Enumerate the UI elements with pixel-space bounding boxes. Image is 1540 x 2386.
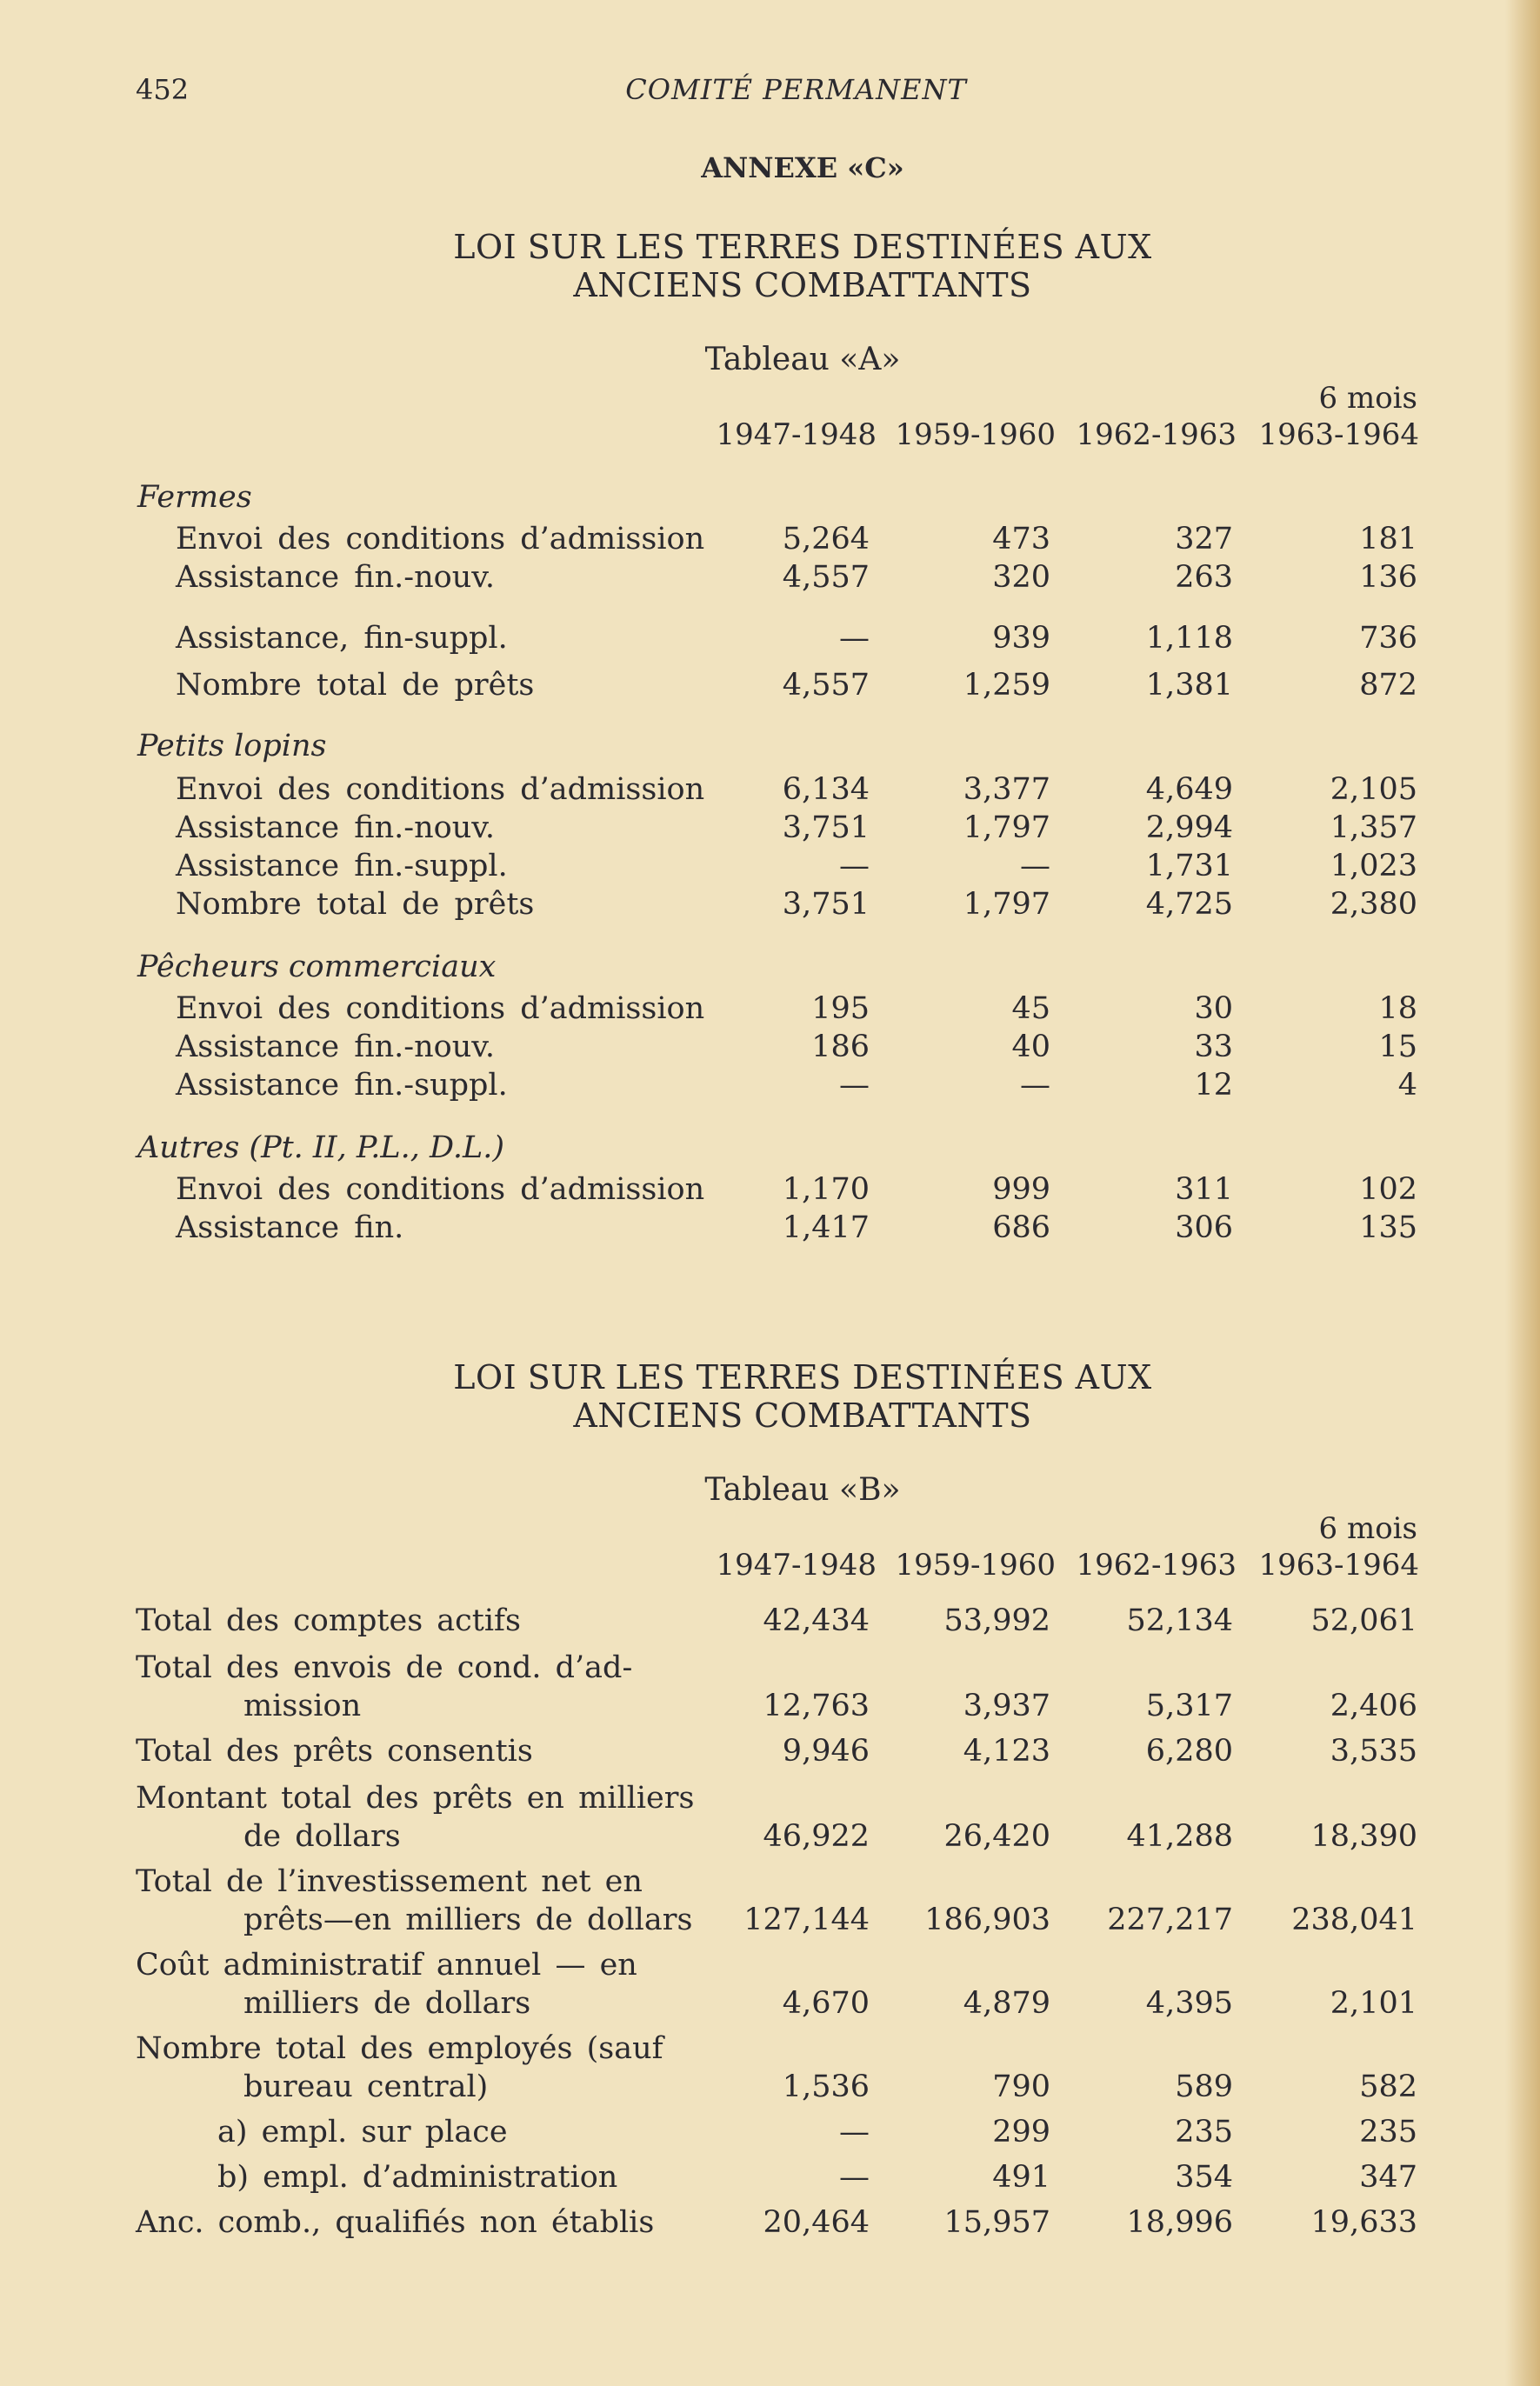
row-label: Assistance fin.-nouv. (176, 1030, 496, 1064)
row-label: Assistance, fin-suppl. (176, 621, 508, 656)
table-row (0, 1602, 1540, 1640)
cell-value: 4,725 (1145, 887, 1233, 922)
cell-value: 4,395 (1145, 1986, 1233, 2021)
cell-value: 4,670 (782, 1986, 870, 2021)
table-row (0, 1028, 1540, 1066)
cell-value: 46,922 (763, 1819, 870, 1854)
cell-value: 354 (1175, 2160, 1233, 2195)
column-header: 1947-1948 (716, 417, 877, 452)
column-header: 1963-1964 (1258, 417, 1419, 452)
table-row (0, 1946, 1540, 1984)
group-heading (0, 727, 1540, 765)
table-row-continuation (0, 1817, 1540, 1856)
table-row (0, 666, 1540, 704)
cell-value: 42,434 (763, 1603, 870, 1638)
cell-value: 40 (1011, 1030, 1050, 1064)
column-header: 1962-1963 (1076, 1548, 1237, 1583)
table-row (0, 770, 1540, 809)
running-title: COMITÉ PERMANENT (625, 73, 967, 106)
row-label-continuation: de dollars (243, 1819, 401, 1854)
cell-value: 327 (1175, 522, 1233, 557)
cell-value: 235 (1359, 2115, 1417, 2149)
table-row (0, 2158, 1540, 2196)
cell-value: 186,903 (924, 1903, 1050, 1937)
table-row (0, 2029, 1540, 2068)
cell-value: 4,879 (963, 1986, 1050, 2021)
cell-value: 18,996 (1126, 2205, 1233, 2240)
cell-value: 320 (992, 560, 1050, 595)
table-a-label: Tableau «A» (704, 342, 901, 377)
group-title: Fermes (137, 480, 252, 515)
row-label: Coût administratif annuel — en (136, 1948, 637, 1983)
cell-value: 999 (992, 1172, 1050, 1207)
row-label: Total des comptes actifs (136, 1603, 521, 1638)
cell-value: 2,994 (1145, 810, 1233, 845)
column-header: 1963-1964 (1258, 1548, 1419, 1583)
row-label: Total des prêts consentis (136, 1734, 533, 1769)
row-label: Total de l’investissement net en (136, 1864, 643, 1899)
cell-value: 6,134 (782, 772, 870, 807)
cell-value: 1,797 (963, 887, 1050, 922)
cell-value: 30 (1194, 991, 1233, 1026)
table-row (0, 1863, 1540, 1901)
cell-value: 939 (992, 621, 1050, 656)
column-header: 6 mois (1318, 1511, 1417, 1546)
table-row (0, 990, 1540, 1028)
cell-value: 195 (811, 991, 870, 1026)
cell-value: 491 (992, 2160, 1050, 2195)
cell-value: 33 (1194, 1030, 1233, 1064)
cell-value: — (839, 2115, 870, 2149)
cell-value: 12,763 (763, 1689, 870, 1723)
cell-value: 135 (1359, 1210, 1417, 1245)
row-label: Nombre total de prêts (176, 668, 535, 703)
cell-value: 5,264 (782, 522, 870, 557)
row-label: Envoi des conditions d’admission (176, 522, 705, 557)
table-row (0, 520, 1540, 558)
cell-value: 1,536 (782, 2069, 870, 2104)
row-label: Montant total des prêts en milliers (136, 1781, 695, 1816)
cell-value: 582 (1359, 2069, 1417, 2104)
table-b-title-line2: ANCIENS COMBATTANTS (573, 1396, 1032, 1435)
row-label: Assistance fin.-nouv. (176, 560, 496, 595)
cell-value: 2,406 (1330, 1689, 1417, 1723)
table-row (0, 809, 1540, 847)
row-label: Assistance fin.-suppl. (176, 849, 508, 883)
cell-value: 102 (1359, 1172, 1417, 1207)
cell-value: 4,557 (782, 668, 870, 703)
cell-value: 9,946 (782, 1734, 870, 1769)
cell-value: — (1020, 1068, 1050, 1103)
cell-value: 18 (1378, 991, 1417, 1026)
table-b-label: Tableau «B» (704, 1472, 901, 1508)
row-label: Assistance fin.-nouv. (176, 810, 496, 845)
row-label-continuation: bureau central) (243, 2069, 489, 2104)
cell-value: 181 (1359, 522, 1417, 557)
cell-value: 45 (1011, 991, 1050, 1026)
table-row (0, 885, 1540, 923)
cell-value: 4,557 (782, 560, 870, 595)
cell-value: 15 (1378, 1030, 1417, 1064)
column-header: 6 mois (1318, 381, 1417, 416)
group-heading (0, 948, 1540, 986)
table-row (0, 1649, 1540, 1687)
table-row (0, 1170, 1540, 1209)
cell-value: 235 (1175, 2115, 1233, 2149)
annex-title: ANNEXE «C» (701, 151, 904, 184)
table-b-title (0, 1358, 1540, 1435)
cell-value: 3,377 (963, 772, 1050, 807)
cell-value: 686 (992, 1210, 1050, 1245)
cell-value: 6,280 (1145, 1734, 1233, 1769)
cell-value: 53,992 (943, 1603, 1050, 1638)
table-row-continuation (0, 1984, 1540, 2023)
cell-value: 41,288 (1126, 1819, 1233, 1854)
cell-value: 52,061 (1310, 1603, 1417, 1638)
table-row (0, 847, 1540, 885)
cell-value: 20,464 (763, 2205, 870, 2240)
cell-value: 1,731 (1145, 849, 1233, 883)
row-label: Envoi des conditions d’admission (176, 991, 705, 1026)
cell-value: — (839, 2160, 870, 2195)
column-header: 1947-1948 (716, 1548, 877, 1583)
table-row-continuation (0, 1901, 1540, 1939)
cell-value: 1,118 (1145, 621, 1233, 656)
row-label: Envoi des conditions d’admission (176, 1172, 705, 1207)
page-number: 452 (136, 73, 190, 106)
table-row (0, 2113, 1540, 2151)
cell-value: 347 (1359, 2160, 1417, 2195)
cell-value: 1,357 (1330, 810, 1417, 845)
group-title: Pêcheurs commerciaux (137, 950, 497, 984)
cell-value: 736 (1359, 621, 1417, 656)
cell-value: 52,134 (1126, 1603, 1233, 1638)
cell-value: 4,123 (963, 1734, 1050, 1769)
cell-value: 15,957 (943, 2205, 1050, 2240)
cell-value: 1,417 (782, 1210, 870, 1245)
cell-value: 1,797 (963, 810, 1050, 845)
row-label-continuation: mission (243, 1689, 362, 1723)
cell-value: 2,105 (1330, 772, 1417, 807)
cell-value: — (839, 1068, 870, 1103)
cell-value: 473 (992, 522, 1050, 557)
table-row (0, 1066, 1540, 1104)
cell-value: — (839, 849, 870, 883)
column-header: 1959-1960 (895, 1548, 1056, 1583)
column-header: 1959-1960 (895, 417, 1056, 452)
row-label: Envoi des conditions d’admission (176, 772, 705, 807)
table-row (0, 558, 1540, 596)
cell-value: 4,649 (1145, 772, 1233, 807)
cell-value: — (839, 621, 870, 656)
table-b-title-line1: LOI SUR LES TERRES DESTINÉES AUX (453, 1358, 1152, 1396)
row-label: Assistance fin.-suppl. (176, 1068, 508, 1103)
cell-value: 3,751 (782, 810, 870, 845)
cell-value: 1,170 (782, 1172, 870, 1207)
row-label: Anc. comb., qualifiés non établis (136, 2205, 655, 2240)
table-row (0, 619, 1540, 657)
cell-value: 3,937 (963, 1689, 1050, 1723)
cell-value: 872 (1359, 668, 1417, 703)
cell-value: 790 (992, 2069, 1050, 2104)
group-title: Autres (Pt. II, P.L., D.L.) (137, 1130, 504, 1165)
cell-value: 1,259 (963, 668, 1050, 703)
group-heading (0, 478, 1540, 517)
row-label-continuation: prêts—en milliers de dollars (243, 1903, 693, 1937)
cell-value: 136 (1359, 560, 1417, 595)
cell-value: 5,317 (1145, 1689, 1233, 1723)
cell-value: 227,217 (1107, 1903, 1233, 1937)
row-label: Nombre total des employés (sauf (136, 2031, 663, 2066)
cell-value: 3,535 (1330, 1734, 1417, 1769)
row-label: Total des envois de cond. d’ad- (136, 1650, 633, 1685)
row-label: Assistance fin. (176, 1210, 404, 1245)
group-title: Petits lopins (137, 729, 327, 763)
column-header: 1962-1963 (1076, 417, 1237, 452)
table-row-continuation (0, 1687, 1540, 1725)
table-row (0, 1779, 1540, 1817)
cell-value: 186 (811, 1030, 870, 1064)
table-row (0, 1209, 1540, 1247)
page-header (0, 73, 1540, 117)
cell-value: 1,381 (1145, 668, 1233, 703)
row-label: b) empl. d’administration (217, 2160, 618, 2195)
cell-value: 4 (1397, 1068, 1417, 1103)
cell-value: 589 (1175, 2069, 1233, 2104)
cell-value: 306 (1175, 1210, 1233, 1245)
group-heading (0, 1129, 1540, 1167)
cell-value: 2,380 (1330, 887, 1417, 922)
cell-value: 12 (1194, 1068, 1233, 1103)
cell-value: 3,751 (782, 887, 870, 922)
table-a-title-line1: LOI SUR LES TERRES DESTINÉES AUX (453, 228, 1152, 266)
row-label: a) empl. sur place (217, 2115, 508, 2149)
table-a-title (0, 228, 1540, 304)
table-row (0, 1732, 1540, 1770)
table-row-continuation (0, 2068, 1540, 2106)
cell-value: 19,633 (1310, 2205, 1417, 2240)
cell-value: 2,101 (1330, 1986, 1417, 2021)
cell-value: — (1020, 849, 1050, 883)
cell-value: 1,023 (1330, 849, 1417, 883)
table-row (0, 2203, 1540, 2242)
row-label: Nombre total de prêts (176, 887, 535, 922)
cell-value: 299 (992, 2115, 1050, 2149)
cell-value: 127,144 (743, 1903, 870, 1937)
table-a-title-line2: ANCIENS COMBATTANTS (573, 266, 1032, 304)
cell-value: 26,420 (943, 1819, 1050, 1854)
row-label-continuation: milliers de dollars (243, 1986, 531, 2021)
cell-value: 311 (1175, 1172, 1233, 1207)
cell-value: 263 (1175, 560, 1233, 595)
cell-value: 18,390 (1310, 1819, 1417, 1854)
cell-value: 238,041 (1291, 1903, 1417, 1937)
